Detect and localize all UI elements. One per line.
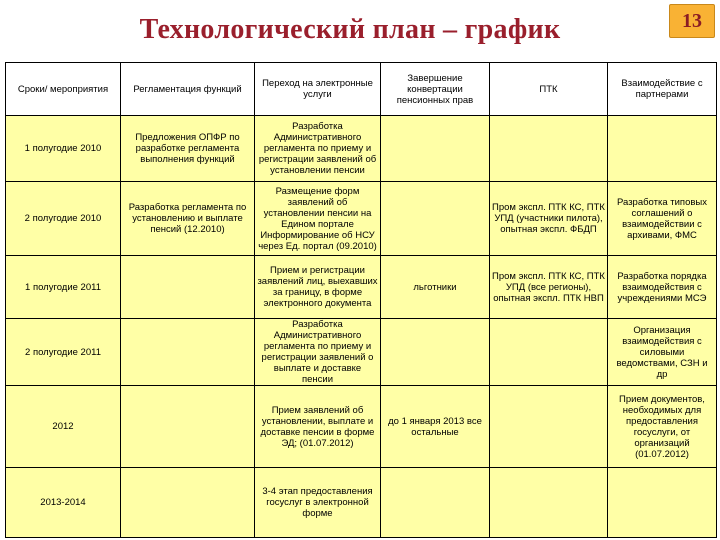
table-cell [121,319,255,386]
slide-number-badge: 13 [669,4,715,38]
table-row [6,182,717,256]
table-cell: Разработка регламента по установлению и выплате пенсий (12.2010) [121,182,255,256]
table-cell [490,116,608,182]
table-cell: до 1 января 2013 все остальные [381,386,490,468]
table-cell [381,468,490,538]
table-header-row [6,63,717,116]
table-cell: 1 полугодие 2011 [6,256,121,319]
table-cell: 3-4 этап предоставления госуслуг в электронной форме [255,468,381,538]
table-cell: Предложения ОПФР по разработке регламента выполнения функций [121,116,255,182]
header-label: Переход на электронные услуги [262,78,373,100]
table-row [6,116,717,182]
header-label: Взаимодействие с партнерами [621,78,703,100]
table-row [6,386,717,468]
table-cell [608,116,717,182]
table-cell: Разработка типовых соглашений о взаимодействии с архивами, ФМС [608,182,717,256]
table-cell [381,319,490,386]
header-label: Сроки/ мероприятия [17,83,109,95]
header-cell-partners [608,63,717,116]
table-cell: Размещение форм заявлений об установлении пенсии на Едином портале Информирование об НСУ через Ед. портал (09.2010) [255,182,381,256]
table-cell [608,468,717,538]
table-cell: Пром экспл. ПТК КС, ПТК УПД (участники пилота), опытная экспл. ФБДП [490,182,608,256]
table-cell: Пром экспл. ПТК КС, ПТК УПД (все регионы), опытная экспл. ПТК НВП [490,256,608,319]
table-cell: 2 полугодие 2011 [6,319,121,386]
table-cell [381,116,490,182]
table-cell [121,386,255,468]
header-cell-terms [6,63,121,116]
table-cell: 2013-2014 [6,468,121,538]
table-cell [121,256,255,319]
table-cell: Разработка Административного регламента по приему и регистрации заявлений о выплате и доставке пенсии [255,319,381,386]
table-cell: Прием заявлений об установлении, выплате и доставке пенсии в форме ЭД; (01.07.2012) [255,386,381,468]
table-cell [490,468,608,538]
table-row [6,468,717,538]
table-cell: 2 полугодие 2010 [6,182,121,256]
table-cell: Прием документов, необходимых для предоставления госуслуги, от организаций (01.07.2012) [608,386,717,468]
table-cell: Организация взаимодействия с силовыми ведомствами, СЗН и др [608,319,717,386]
header-cell-ptk [490,63,608,116]
header-label: ПТК [539,83,558,95]
table-cell [381,182,490,256]
header-cell-e-services [255,63,381,116]
table-cell: Разработка Административного регламента по приему и регистрации заявлений об установлении пенсии [255,116,381,182]
table-row [6,319,717,386]
header-label: Завершение конвертации пенсионных прав [396,72,474,106]
table-cell: 2012 [6,386,121,468]
plan-schedule-table [5,62,717,538]
table-cell [121,468,255,538]
table-cell: Прием и регистрации заявлений лиц, выехавших за границу, в форме электронного документа [255,256,381,319]
table-cell [490,386,608,468]
table-cell: Разработка порядка взаимодействия с учреждениями МСЭ [608,256,717,319]
header-cell-conversion [381,63,490,116]
table-cell [490,319,608,386]
table-cell: 1 полугодие 2010 [6,116,121,182]
table-cell: льготники [381,256,490,319]
header-label: Регламентация функций [133,83,242,95]
table-row [6,256,717,319]
header-cell-regulation [121,63,255,116]
page-title: Технологический план – график [139,14,561,45]
